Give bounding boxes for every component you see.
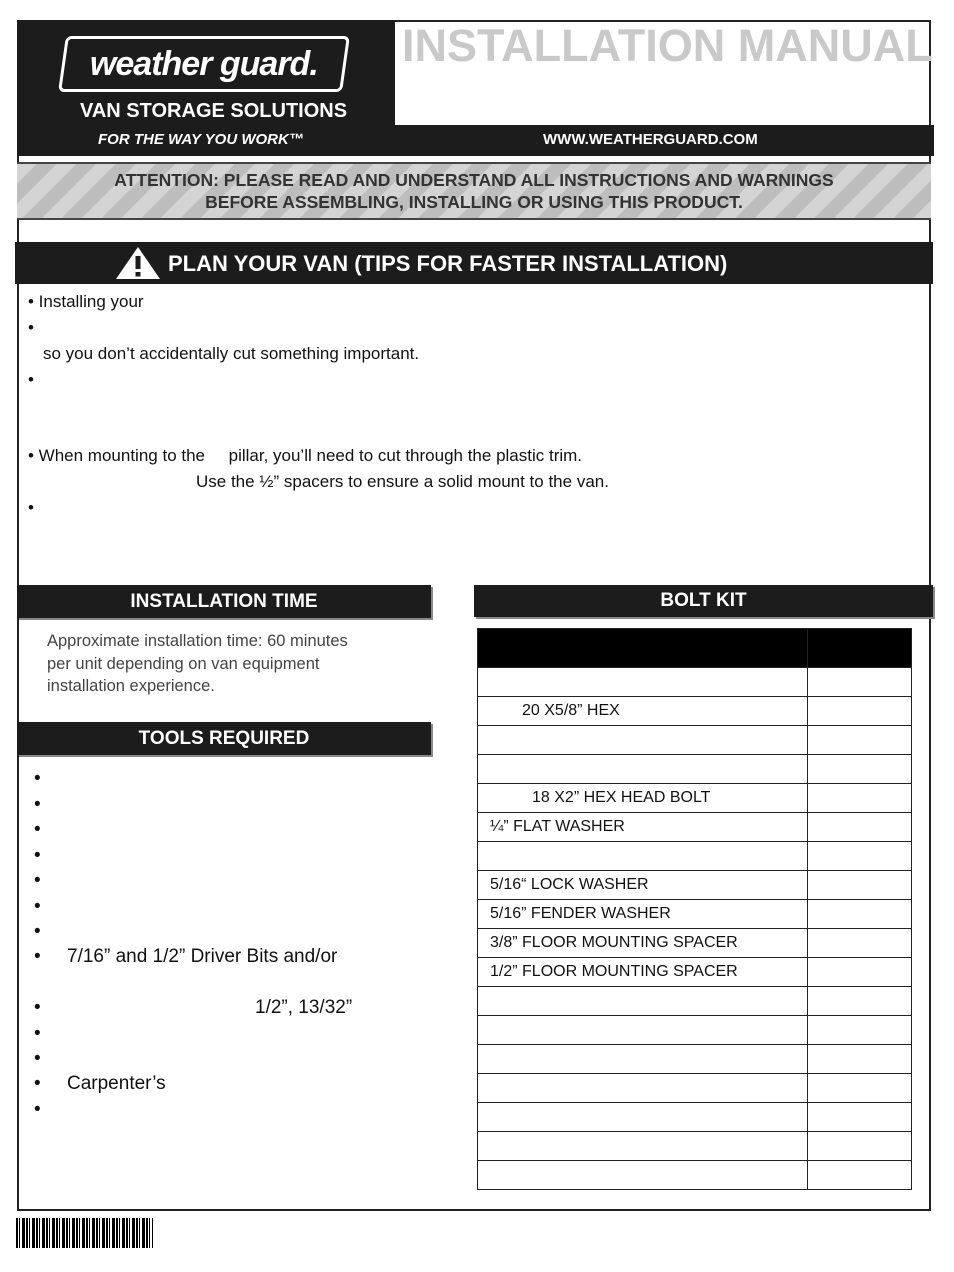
bolt-kit-header <box>474 585 933 617</box>
bolt-kit-quantity <box>808 784 912 813</box>
bolt-kit-table <box>477 628 912 1190</box>
table-row <box>478 1103 912 1132</box>
bolt-kit-item: 18 X2” HEX HEAD BOLT <box>478 784 808 813</box>
bolt-kit-quantity <box>808 842 912 871</box>
installation-time-line: Approximate installation time: 60 minutes <box>47 632 348 650</box>
tools-required-title: TOOLS REQUIRED <box>138 727 310 749</box>
bolt-kit-quantity <box>808 1161 912 1190</box>
bolt-kit-item <box>478 1132 808 1161</box>
bolt-kit-quantity <box>808 987 912 1016</box>
website-link[interactable]: WWW.WEATHERGUARD.COM <box>543 131 758 148</box>
tip-line: Use the ½” spacers to ensure a solid mount to the van. <box>196 472 609 491</box>
bolt-kit-quantity <box>808 929 912 958</box>
attention-line-1: ATTENTION: PLEASE READ AND UNDERSTAND ALL INSTRUCTIONS AND WARNINGS <box>114 170 834 190</box>
table-row <box>478 1074 912 1103</box>
table-row <box>478 668 912 697</box>
tip-line: • Installing your <box>28 292 144 311</box>
bolt-kit-quantity <box>808 1045 912 1074</box>
tool-item: • <box>34 870 41 891</box>
tip-line: • <box>28 498 34 517</box>
table-row <box>478 871 912 900</box>
bolt-kit-quantity <box>808 755 912 784</box>
bolt-kit-item <box>478 1074 808 1103</box>
bolt-kit-item: 5/16“ LOCK WASHER <box>478 871 808 900</box>
bolt-kit-quantity <box>808 1074 912 1103</box>
tool-item: • 7/16” and 1/2” Driver Bits and/or <box>34 946 338 967</box>
bolt-kit-item <box>478 1016 808 1045</box>
table-row <box>478 987 912 1016</box>
tool-item: • <box>34 921 41 942</box>
tool-item: • <box>34 896 41 917</box>
brand-tagline: VAN STORAGE SOLUTIONS <box>80 100 348 122</box>
bolt-kit-quantity <box>808 1016 912 1045</box>
bolt-kit-item <box>478 1045 808 1074</box>
table-row <box>478 1161 912 1190</box>
bolt-kit-quantity <box>808 1103 912 1132</box>
bolt-kit-quantity <box>808 813 912 842</box>
table-row <box>478 784 912 813</box>
bolt-kit-quantity <box>808 900 912 929</box>
table-row <box>478 1016 912 1045</box>
bolt-kit-quantity <box>808 1132 912 1161</box>
table-row <box>478 755 912 784</box>
tool-item: • <box>34 845 41 866</box>
bolt-kit-item <box>478 755 808 784</box>
tool-item: • <box>34 794 41 815</box>
bolt-kit-item <box>478 842 808 871</box>
tool-item: • 1/2”, 13/32” <box>34 997 353 1018</box>
bolt-kit-column-quantity <box>808 629 912 668</box>
bolt-kit-item: 1/2” FLOOR MOUNTING SPACER <box>478 958 808 987</box>
installation-time-header <box>17 585 431 618</box>
bolt-kit-item: 3/8” FLOOR MOUNTING SPACER <box>478 929 808 958</box>
table-row <box>478 900 912 929</box>
bolt-kit-title: BOLT KIT <box>660 590 747 611</box>
bolt-kit-item <box>478 726 808 755</box>
bolt-kit-quantity <box>808 726 912 755</box>
installation-time-text <box>47 630 348 698</box>
warning-icon <box>115 246 161 280</box>
installation-time-line: per unit depending on van equipment <box>47 654 320 673</box>
table-row <box>478 958 912 987</box>
bolt-kit-item <box>478 987 808 1016</box>
bolt-kit-quantity <box>808 668 912 697</box>
tip-line: • When mounting to the pillar, you’ll need to cut through the plastic trim. <box>28 446 583 465</box>
bolt-kit-quantity <box>808 697 912 726</box>
bolt-kit-item: ¼” FLAT WASHER <box>478 813 808 842</box>
bolt-kit-item <box>478 668 808 697</box>
table-row <box>478 842 912 871</box>
bolt-kit-item: 20 X5/8” HEX <box>478 697 808 726</box>
tip-line: • <box>28 318 34 337</box>
bolt-kit-quantity <box>808 871 912 900</box>
table-row <box>478 726 912 755</box>
attention-banner <box>17 162 931 220</box>
brand-logo <box>58 36 350 92</box>
table-row <box>478 813 912 842</box>
tool-item: • <box>34 1048 41 1069</box>
logo-text: weather guard. <box>90 44 318 83</box>
document-title: INSTALLATION MANUAL <box>402 20 933 71</box>
bolt-kit-quantity <box>808 958 912 987</box>
tip-line: • <box>28 370 34 389</box>
plan-section-title: PLAN YOUR VAN (TIPS FOR FASTER INSTALLATION) <box>168 251 728 276</box>
table-row <box>478 1132 912 1161</box>
table-row <box>478 1045 912 1074</box>
tool-item: • <box>34 1023 41 1044</box>
table-row <box>478 929 912 958</box>
attention-line-2: BEFORE ASSEMBLING, INSTALLING OR USING THIS PRODUCT. <box>205 192 743 212</box>
brand-subtagline: FOR THE WAY YOU WORK™ <box>98 131 304 148</box>
bolt-kit-column-description <box>478 629 808 668</box>
tool-item: • Carpenter’s <box>34 1073 166 1094</box>
installation-time-title: INSTALLATION TIME <box>130 590 318 612</box>
tools-required-header <box>17 722 431 755</box>
bolt-kit-table-header <box>478 629 912 668</box>
tip-line: so you don’t accidentally cut something important. <box>43 344 420 363</box>
table-row <box>478 697 912 726</box>
bolt-kit-item <box>478 1103 808 1132</box>
installation-time-line: installation experience. <box>47 677 215 695</box>
tool-item: • <box>34 1099 41 1120</box>
bolt-kit-item: 5/16” FENDER WASHER <box>478 900 808 929</box>
tool-item: • <box>34 768 41 789</box>
barcode <box>16 1218 153 1248</box>
bolt-kit-item <box>478 1161 808 1190</box>
tool-item: • <box>34 819 41 840</box>
